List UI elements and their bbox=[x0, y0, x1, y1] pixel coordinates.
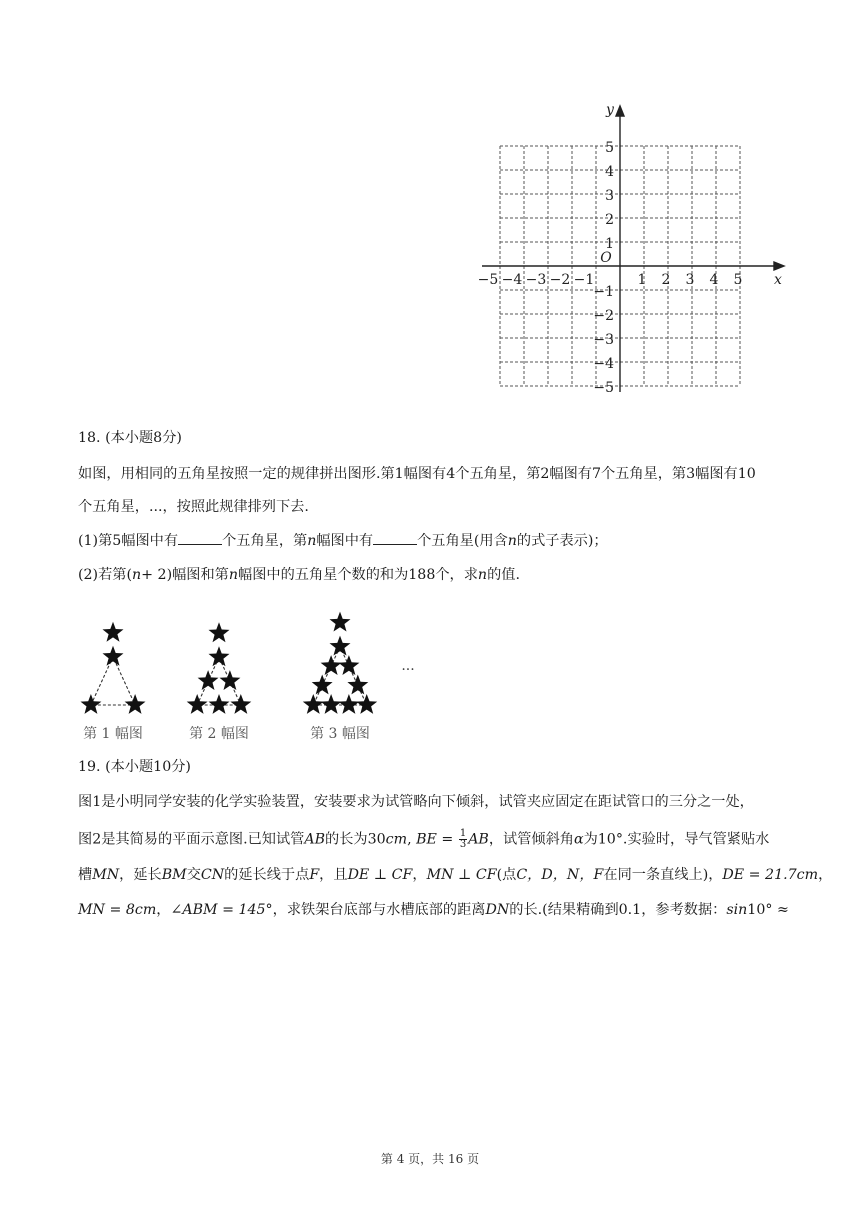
q19-de-perp: DE ⊥ CF bbox=[347, 867, 413, 883]
coordinate-grid-svg bbox=[476, 96, 786, 396]
star-icon bbox=[230, 694, 251, 714]
x-tick-label: −2 bbox=[549, 272, 571, 288]
x-tick-label: −4 bbox=[501, 272, 523, 288]
q19-line3-d: 的延长线于点 bbox=[224, 867, 310, 883]
q19-points: C，D，N，F bbox=[516, 867, 604, 883]
y-tick-label: −1 bbox=[593, 284, 614, 300]
star-pattern-svg bbox=[76, 588, 436, 748]
star-icon bbox=[330, 612, 351, 632]
q19-line3-j: ， bbox=[818, 867, 833, 883]
frac-num: 1 bbox=[459, 828, 467, 839]
q19-line4-a: ， bbox=[156, 902, 171, 918]
q19-ab: AB bbox=[304, 831, 326, 848]
blank-2[interactable] bbox=[373, 544, 417, 545]
var-n: n bbox=[307, 533, 317, 549]
x-tick-label: −1 bbox=[573, 272, 595, 288]
x-tick-label: 3 bbox=[685, 272, 695, 288]
q19-sin: sin bbox=[726, 902, 748, 918]
figure-label: 第 3 幅图 bbox=[310, 726, 370, 742]
x-tick-label: 1 bbox=[637, 272, 647, 288]
star-icon bbox=[321, 694, 342, 714]
coordinate-grid-figure bbox=[476, 96, 786, 396]
star-icon bbox=[125, 694, 146, 714]
y-tick-label: −5 bbox=[593, 380, 614, 396]
y-tick-label: −3 bbox=[593, 332, 614, 348]
star-icon bbox=[81, 694, 102, 714]
q18-line1: 如图，用相同的五角星按照一定的规律拼出图形.第1幅图有4个五角星，第2幅图有7个五角星，第3幅图有10 bbox=[78, 466, 756, 482]
figure-label: 第 1 幅图 bbox=[83, 726, 143, 742]
star-figure-2 bbox=[187, 622, 252, 742]
star-icon bbox=[356, 694, 377, 714]
origin-label: O bbox=[600, 250, 612, 266]
star-icon bbox=[330, 636, 351, 656]
q18-part1-d: 个五角星(用含 bbox=[417, 533, 508, 549]
star-icon bbox=[347, 675, 368, 695]
x-axis-arrow bbox=[774, 262, 784, 270]
q19-line3-h: (点 bbox=[496, 867, 517, 883]
var-n: n bbox=[477, 567, 488, 583]
q19-line3-g: ， bbox=[412, 867, 427, 883]
var-n: n bbox=[507, 533, 517, 549]
q19-alpha: α bbox=[574, 831, 584, 848]
var-n: n bbox=[228, 567, 239, 583]
star-figure-1 bbox=[81, 622, 146, 742]
y-tick-label: 2 bbox=[605, 212, 614, 228]
star-icon bbox=[303, 694, 324, 714]
fraction-one-third bbox=[459, 829, 467, 850]
q19-line2-a: 图2是其简易的平面示意图.已知试管 bbox=[78, 831, 305, 848]
q19-line3 bbox=[78, 865, 832, 885]
x-tick-label: 2 bbox=[661, 272, 671, 288]
q19-line4-b: ，求铁架台底部与水槽底部的距离 bbox=[272, 902, 486, 918]
q18-part1-b: 个五角星，第 bbox=[222, 533, 308, 549]
q19-line2 bbox=[78, 829, 769, 850]
q19-line4-c: 的长.(结果精确到0.1，参考数据： bbox=[509, 902, 727, 918]
y-tick-label: 3 bbox=[605, 188, 614, 204]
q18-part2-c: 幅图中的五角星个数的和为188个，求 bbox=[238, 567, 478, 583]
q19-bm: BM bbox=[161, 867, 187, 883]
star-icon bbox=[103, 622, 124, 642]
q19-line3-e: ，且 bbox=[319, 867, 348, 883]
q18-part1-c: 幅图中有 bbox=[316, 533, 374, 549]
q19-line2-c: , bbox=[407, 831, 417, 848]
star-figure-3 bbox=[303, 612, 377, 742]
star-icon bbox=[209, 622, 230, 642]
star-icon bbox=[198, 670, 219, 690]
q19-f: F bbox=[309, 867, 320, 883]
q19-mn: MN bbox=[92, 867, 120, 883]
star-icon bbox=[312, 675, 333, 695]
figure-label: 第 2 幅图 bbox=[189, 726, 249, 742]
q18-part1-e: 的式子表示)； bbox=[516, 533, 608, 549]
star-icon bbox=[339, 694, 360, 714]
q19-de-value: DE = 21.7cm bbox=[722, 867, 819, 883]
q19-line1: 图1是小明同学安装的化学实验装置，安装要求为试管略向下倾斜，试管夹应固定在距试管口的三分之一处， bbox=[78, 794, 754, 810]
star-icon bbox=[220, 670, 241, 690]
q18-line2: 个五角星，...，按照此规律排列下去. bbox=[78, 499, 309, 515]
q19-line3-a: 槽 bbox=[78, 867, 93, 883]
q18-part2 bbox=[78, 565, 520, 585]
q19-heading: 19. (本小题10分) bbox=[78, 759, 191, 775]
ellipsis: ... bbox=[401, 658, 415, 674]
y-tick-label: 1 bbox=[605, 236, 614, 252]
y-tick-label: 5 bbox=[605, 140, 614, 156]
q18-part1 bbox=[78, 531, 608, 551]
q18-part2-d: 的值. bbox=[487, 567, 520, 583]
q19-be: BE bbox=[416, 831, 437, 848]
y-axis-label: y bbox=[606, 102, 614, 118]
page-footer: 第 4 页，共 16 页 bbox=[380, 1152, 480, 1166]
x-tick-label: 5 bbox=[733, 272, 743, 288]
x-tick-label: −3 bbox=[525, 272, 547, 288]
q19-angle-abm: ∠ABM = 145° bbox=[170, 902, 273, 918]
q18-heading: 18. (本小题8分) bbox=[78, 430, 182, 446]
q18-part2-a: (2)若第( bbox=[78, 567, 133, 583]
q19-eq: = bbox=[436, 831, 458, 848]
y-tick-label: −4 bbox=[593, 356, 614, 372]
star-icon bbox=[339, 655, 360, 675]
q19-line4 bbox=[78, 900, 789, 920]
q19-mn-perp: MN ⊥ CF bbox=[426, 867, 497, 883]
frac-den: 3 bbox=[459, 839, 467, 850]
y-tick-label: −2 bbox=[593, 308, 614, 324]
y-axis-arrow bbox=[616, 106, 624, 116]
q19-line3-c: 交 bbox=[186, 867, 201, 883]
star-icon bbox=[321, 655, 342, 675]
star-icon bbox=[209, 646, 230, 666]
star-pattern-figure bbox=[76, 588, 436, 748]
star-icon bbox=[103, 646, 124, 666]
q19-line2-e: 为10°.实验时，导气管紧贴水 bbox=[583, 831, 770, 848]
y-tick-label: 4 bbox=[605, 164, 614, 180]
q19-line3-i: 在同一条直线上)， bbox=[603, 867, 723, 883]
x-tick-label: −5 bbox=[477, 272, 499, 288]
q18-part1-a: (1)第5幅图中有 bbox=[78, 533, 179, 549]
q19-line2-d: ，试管倾斜角 bbox=[488, 831, 574, 848]
x-tick-label: 4 bbox=[709, 272, 719, 288]
q19-ab2: AB bbox=[468, 831, 489, 848]
q18-part2-b: + 2)幅图和第 bbox=[141, 567, 229, 583]
q19-line3-b: ，延长 bbox=[119, 867, 162, 883]
x-axis-label: x bbox=[774, 272, 782, 288]
dashed-triangle bbox=[313, 647, 366, 705]
q19-cm: cm bbox=[385, 831, 408, 848]
q19-line4-d: 10° ≈ bbox=[747, 902, 789, 918]
star-icon bbox=[187, 694, 208, 714]
star-icon bbox=[209, 694, 230, 714]
q19-cn: CN bbox=[200, 867, 225, 883]
var-n: n bbox=[132, 567, 142, 583]
q19-dn: DN bbox=[485, 902, 510, 918]
q19-mn-value: MN = 8cm bbox=[78, 902, 157, 918]
dashed-triangle bbox=[91, 657, 135, 705]
blank-1[interactable] bbox=[178, 544, 222, 545]
q19-line2-b: 的长为30 bbox=[325, 831, 386, 848]
